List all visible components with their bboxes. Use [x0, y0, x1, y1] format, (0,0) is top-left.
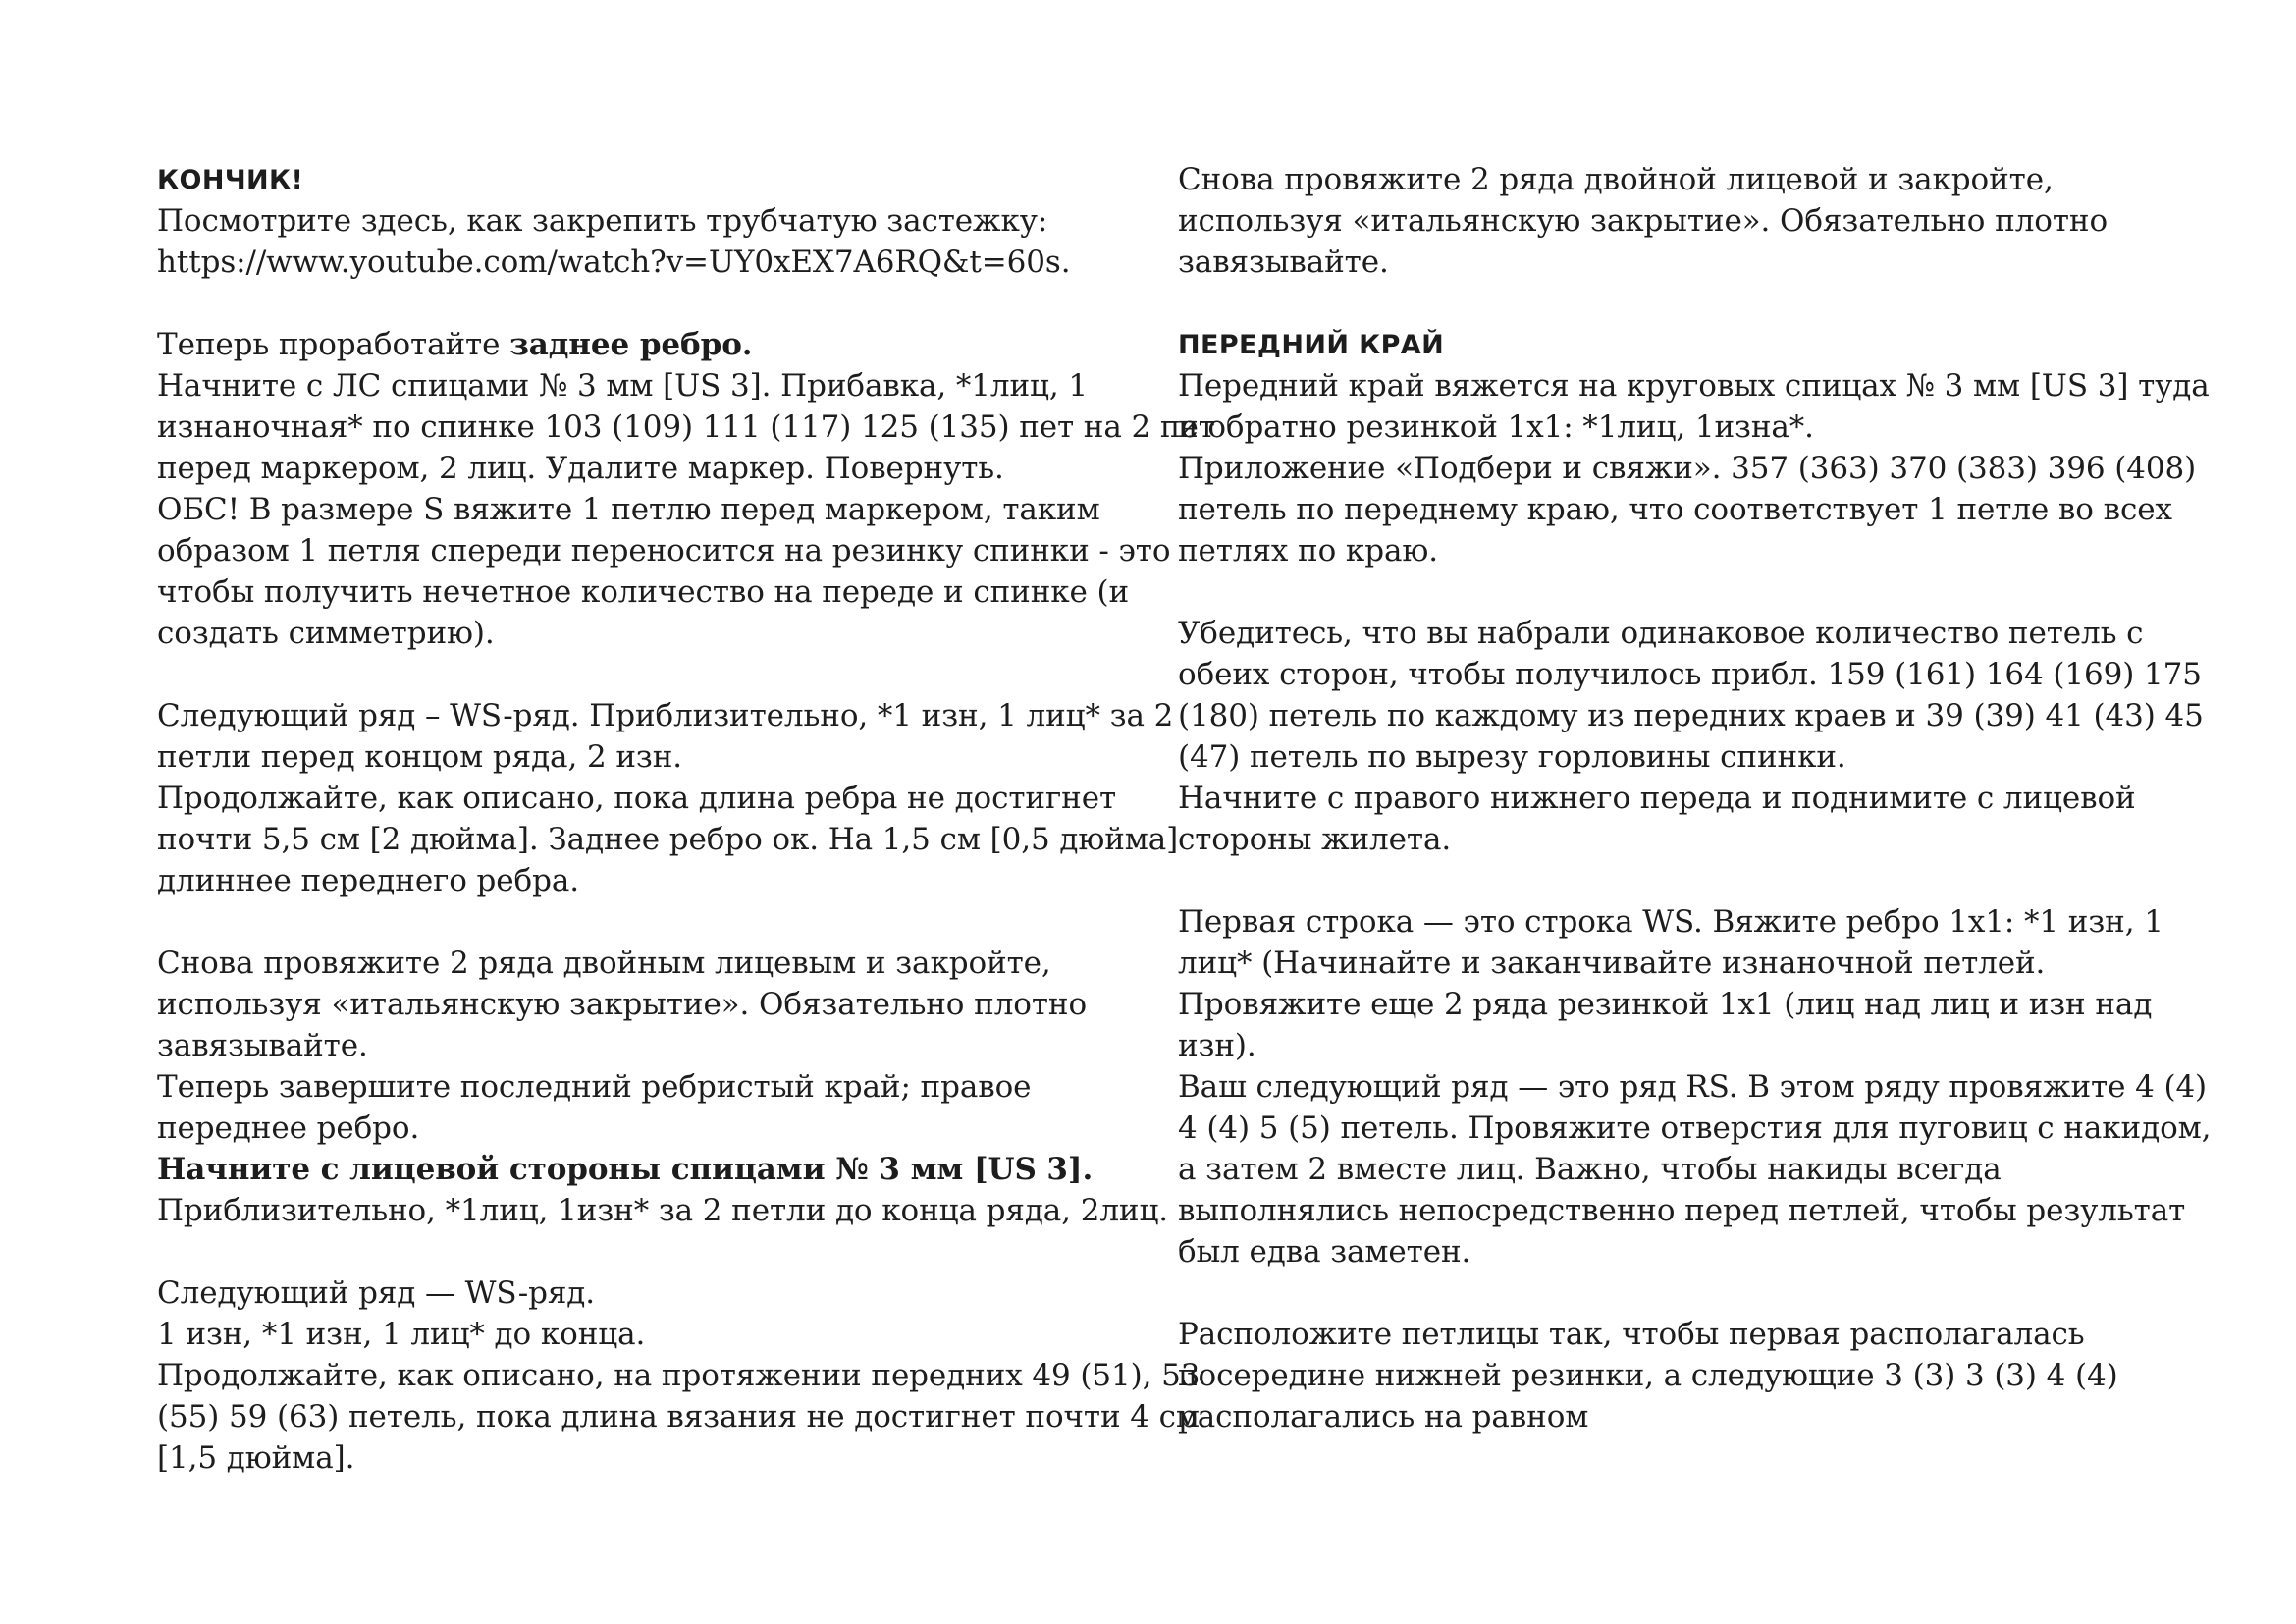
section-heading: КОНЧИК! — [157, 165, 304, 195]
text-line — [157, 984, 1148, 1025]
text-segment: создать симметрию). — [157, 616, 495, 651]
text-segment: используя «итальянскую закрытие». Обязательно плотно — [157, 987, 1088, 1022]
text-segment: Приложение «Подбери и свяжи». 357 (363) 370 (383) 396 (408) — [1178, 451, 2197, 486]
text-line — [157, 1396, 1200, 1437]
blank-line — [1178, 1272, 2169, 1314]
text-line — [1178, 1149, 2169, 1190]
text-line — [1178, 489, 2172, 530]
text-segment: был едва заметен. — [1178, 1234, 1471, 1270]
text-line — [157, 1314, 1148, 1355]
text-line — [157, 860, 1148, 901]
text-segment: Посмотрите здесь, как закрепить трубчатую застежку: — [157, 203, 1048, 239]
text-line — [1178, 1355, 2169, 1396]
text-line — [1178, 365, 2210, 406]
text-segment: Ваш следующий ряд — это ряд RS. В этом ряду провяжите 4 (4) — [1178, 1069, 2208, 1105]
blank-line — [1178, 860, 2169, 901]
text-line — [1178, 654, 2202, 695]
text-segment: посередине нижней резинки, а следующие 3 (3) 3 (3) 4 (4) — [1178, 1358, 2118, 1393]
text-segment: длиннее переднего ребра. — [157, 863, 579, 898]
text-segment: перед маркером, 2 лиц. Удалите маркер. Повернуть. — [157, 451, 1004, 486]
text-segment: Начните с ЛС спицами № 3 мм [US 3]. Прибавка, *1лиц, 1 — [157, 368, 1089, 404]
text-line — [157, 530, 1171, 571]
text-line — [157, 613, 1148, 654]
text-segment: а затем 2 вместе лиц. Важно, чтобы накиды всегда — [1178, 1152, 2002, 1187]
text-segment: ОБС! В размере S вяжите 1 петлю перед маркером, таким — [157, 492, 1100, 527]
text-line — [1178, 406, 2169, 448]
text-segment: стороны жилета. — [1178, 822, 1452, 857]
text-line — [1178, 819, 2169, 860]
text-line — [1178, 1066, 2208, 1108]
text-segment: располагались на равном — [1178, 1399, 1589, 1435]
text-segment: Снова провяжите 2 ряда двойной лицевой и закройте, — [1178, 162, 2054, 197]
text-segment: выполнялись непосредственно перед петлей, чтобы результат — [1178, 1193, 2186, 1228]
text-segment: чтобы получить нечетное количество на переде и спинке (и — [157, 574, 1130, 610]
text-segment: Продолжайте, как описано, пока длина ребра не достигнет — [157, 781, 1116, 816]
text-line — [157, 365, 1148, 406]
text-line — [1178, 530, 2169, 571]
text-line — [1178, 200, 2169, 242]
text-line — [1178, 448, 2197, 489]
text-line — [1178, 778, 2169, 819]
text-line — [1178, 943, 2169, 984]
text-segment: 4 (4) 5 (5) петель. Провяжите отверстия для пуговиц с накидом, — [1178, 1110, 2212, 1146]
text-segment: https://www.youtube.com/watch?v=UY0xEX7A6RQ&t=60s. — [157, 244, 1071, 280]
text-segment: изн). — [1178, 1028, 1256, 1063]
text-line — [157, 1025, 1148, 1066]
text-segment: Следующий ряд – WS-ряд. Приблизительно, *1 изн, 1 лиц* за 2 — [157, 698, 1174, 733]
text-line — [1178, 1314, 2169, 1355]
text-line — [157, 1190, 1169, 1231]
text-line — [1178, 1025, 2169, 1066]
blank-line — [157, 901, 1148, 943]
text-segment: Продолжайте, как описано, на протяжении передних 49 (51), 53 — [157, 1358, 1201, 1393]
text-line — [157, 736, 1148, 778]
text-line — [157, 200, 1148, 242]
blank-line — [1178, 283, 2169, 324]
text-segment: Теперь завершите последний ребристый край; правое — [157, 1069, 1032, 1105]
text-segment: обеих сторон, чтобы получилось прибл. 159 (161) 164 (169) 175 — [1178, 657, 2202, 692]
right-text-column — [1178, 159, 2212, 1437]
text-line — [157, 489, 1148, 530]
text-line — [157, 819, 1179, 860]
text-segment: петель по переднему краю, что соответствует 1 петле во всех — [1178, 492, 2172, 527]
text-segment: лиц* (Начинайте и заканчивайте изнаночной петлей. — [1178, 946, 2046, 981]
text-segment: используя «итальянскую закрытие». Обязательно плотно — [1178, 203, 2109, 239]
blank-line — [157, 654, 1148, 695]
text-segment: Начните с правого нижнего переда и поднимите с лицевой — [1178, 781, 2136, 816]
blank-line — [157, 283, 1148, 324]
text-segment: Снова провяжите 2 ряда двойным лицевым и закройте, — [157, 946, 1051, 981]
text-segment: завязывайте. — [1178, 244, 1389, 280]
text-segment: петлях по краю. — [1178, 533, 1438, 568]
text-segment: почти 5,5 см [2 дюйма]. Заднее ребро ок. На 1,5 см [0,5 дюйма] — [157, 822, 1179, 857]
text-segment: (55) 59 (63) петель, пока длина вязания не достигнет почти 4 см — [157, 1399, 1200, 1435]
text-line — [157, 571, 1148, 613]
text-line — [1178, 613, 2169, 654]
text-segment: (47) петель по вырезу горловины спинки. — [1178, 739, 1846, 775]
text-segment: петли перед концом ряда, 2 изн. — [157, 739, 683, 775]
text-line — [157, 778, 1148, 819]
text-segment: Первая строка — это строка WS. Вяжите ребро 1x1: *1 изн, 1 — [1178, 904, 2163, 940]
text-line — [1178, 736, 2169, 778]
bold-text: заднее ребро. — [509, 327, 753, 362]
text-segment: (180) петель по каждому из передних краев и 39 (39) 41 (43) 45 — [1178, 698, 2204, 733]
text-segment: Приблизительно, *1лиц, 1изн* за 2 петли до конца ряда, 2лиц. — [157, 1193, 1169, 1228]
text-line — [1178, 1231, 2169, 1272]
text-line — [157, 943, 1148, 984]
text-line — [157, 406, 1215, 448]
text-line — [157, 1272, 1148, 1314]
text-segment: Следующий ряд — WS-ряд. — [157, 1275, 596, 1311]
text-segment: [1,5 дюйма]. — [157, 1440, 355, 1476]
text-segment: Провяжите еще 2 ряда резинкой 1x1 (лиц над лиц и изн над — [1178, 987, 2153, 1022]
text-segment: Передний край вяжется на круговых спицах № 3 мм [US 3] туда — [1178, 368, 2210, 404]
text-line — [1178, 1396, 2169, 1437]
text-segment: и обратно резинкой 1x1: *1лиц, 1изна*. — [1178, 409, 1814, 445]
text-line — [157, 1108, 1148, 1149]
text-segment: образом 1 петля спереди переносится на резинку спинки - это — [157, 533, 1171, 568]
text-line — [157, 1437, 1148, 1479]
text-line — [1178, 242, 2169, 283]
text-line — [157, 1066, 1148, 1108]
blank-line — [1178, 571, 2169, 613]
text-line — [1178, 901, 2169, 943]
text-line — [1178, 984, 2169, 1025]
bold-text: Начните с лицевой стороны спицами № 3 мм [US 3]. — [157, 1152, 1094, 1187]
text-line — [157, 242, 1148, 283]
blank-line — [157, 1231, 1148, 1272]
text-line — [157, 324, 1148, 365]
text-segment: изнаночная* по спинке 103 (109) 111 (117) 125 (135) пет на 2 пет — [157, 409, 1215, 445]
text-line — [1178, 1108, 2212, 1149]
text-segment: 1 изн, *1 изн, 1 лиц* до конца. — [157, 1317, 646, 1352]
text-segment: Теперь проработайте — [157, 327, 510, 362]
section-heading: ПЕРЕДНИЙ КРАЙ — [1178, 330, 1445, 360]
text-line — [1178, 695, 2204, 736]
text-segment: переднее ребро. — [157, 1110, 420, 1146]
text-line — [157, 695, 1174, 736]
text-line — [1178, 159, 2169, 200]
text-line — [1178, 1190, 2186, 1231]
text-segment: Убедитесь, что вы набрали одинаковое количество петель с — [1178, 616, 2144, 651]
text-line — [157, 1149, 1148, 1190]
text-line — [157, 448, 1148, 489]
text-segment: завязывайте. — [157, 1028, 368, 1063]
text-line — [157, 1355, 1201, 1396]
text-segment: Расположите петлицы так, чтобы первая располагалась — [1178, 1317, 2085, 1352]
left-text-column — [157, 159, 1215, 1479]
